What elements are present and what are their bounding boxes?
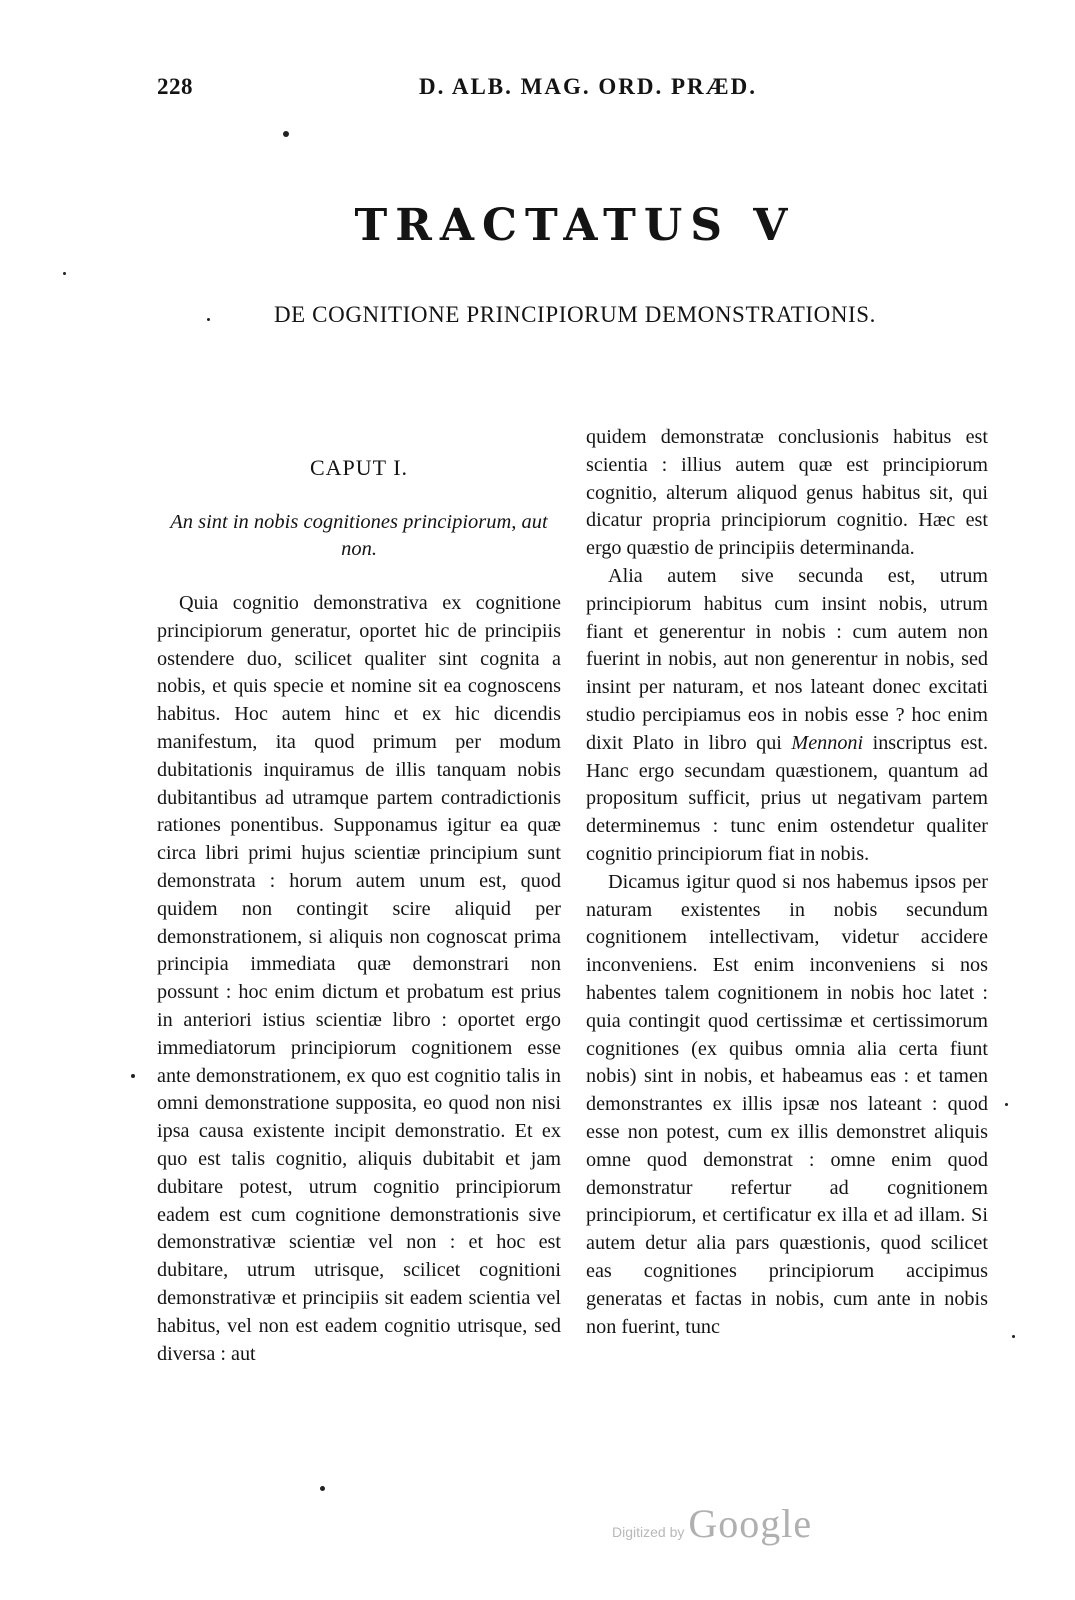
right-paragraph-3: Dicamus igitur quod si nos habemus ipsos per naturam existentes in nobis secundum cognitionem intellectivam, videtur accidere inconveniens. Est enim inconveniens si nos habentes talem cognitionem in nobis hoc latet : quia contingit quod certissimæ et certissimorum cognitiones (ex quibus omnia alia certa fiunt nobis) sint in nobis, et habeamus eas : et tamen demonstrantes ex illis ipsæ nos lateant : quod esse non potest, cum ex illis demonstret aliquis omne quod demonstrat : omne enim quod demonstratur refertur ad cognitionem principiorum, et certificatur ex illa et ad illam. Si autem detur alia pars quæstionis, quod scilicet eas cognitiones principiorum accipimus generatas et factas in nobis, cum ante in nobis non fuerint, tunc	[586, 870, 988, 1338]
ink-speck	[320, 1486, 325, 1491]
google-logo: Google	[688, 1501, 813, 1546]
tractatus-subtitle: DE COGNITIONE PRINCIPIORUM DEMONSTRATIONIS.	[273, 302, 877, 327]
work-title-mennoni: Mennoni	[791, 731, 864, 754]
right-column	[586, 424, 988, 1341]
right-paragraph-2-text-cont: inscriptus est. Hanc ergo secundam quæstionem, quantum ad propositum sufficit, prius ut negativam partem determinemus : tunc enim ostendetur qualiter cognitio principiorum fiat in nobis.	[586, 731, 989, 865]
running-title: D. ALB. MAG. ORD. PRÆD.	[419, 74, 757, 99]
left-paragraph-1: Quia cognitio demonstrativa ex cognitione principiorum generatur, oportet hic de principiis ostendere duo, scilicet qualiter sint cognita a nobis, et quis specie et nomine sit ea cognoscens habitus. Hoc autem hinc et ex hic dicendis manifestum, ita quod primum per modum dubitationis inquiramus de illis tanquam nobis dubitantibus ad utramque partem contradictionis rationes ponentibus. Supponamus igitur ea quæ circa libri primi hujus scientiæ principium sunt demonstrata : horum autem unum est, quod quidem non contingit scire aliquid per demonstrationem, si aliquis non cognoscat prima principia immediata quæ demonstrari non possunt : hoc enim dictum et probatum est prius in anteriori istius scientiæ libro : oportet ergo immediatorum principiorum cognitionem esse ante demonstrationem, ex quo est cognitio talis in omni demonstratione supposita, eo quod non nisi ipsa causa existente incipit demonstratio. Et ex quo est talis cognitio, aliquis dubitabit et jam dubitare potest, utrum cognitio principiorum eadem est cum cognitione demonstrationis sive demonstrativæ scientiæ vel non : et hoc est dubitare, utrum utrisque, scilicet cognitioni demonstrativæ et principiis sit eadem scientia vel habitus, vel non est eadem cognitio utrisque, sed diversa : aut	[157, 592, 561, 1365]
ink-speck	[283, 131, 289, 137]
ink-speck	[207, 318, 210, 321]
ink-speck	[131, 1074, 135, 1078]
page-number: 228	[157, 74, 193, 99]
ink-speck	[1005, 1103, 1008, 1106]
running-head	[157, 74, 917, 108]
ink-speck	[1012, 1335, 1015, 1338]
chapter-question: An sint in nobis cognitiones principiorum, aut non.	[170, 511, 548, 560]
right-paragraph-1: quidem demonstratæ conclusionis habitus est scientia : illius autem quæ est principiorum cognitio, alterum aliquod genus habitus sit, qui dicatur propria principiorum cognitio. Hæc est ergo quæstio de principiis determinanda.	[586, 426, 988, 560]
chapter-label: CAPUT I.	[309, 455, 409, 480]
right-paragraph-2-text: Alia autem sive secunda est, utrum principiorum habitus cum insint nobis, utrum fiant et generentur in nobis : cum autem non fuerint in nobis, aut non generentur in nobis, sed insint per naturam, et nos lateant donec excitati studio percipiamus eos in nobis esse ? hoc enim dixit Plato in libro qui	[586, 564, 988, 754]
tractatus-title: TRACTATUS V	[354, 200, 796, 251]
digitized-by-watermark	[612, 1500, 812, 1552]
left-column	[157, 590, 561, 1368]
digitized-by-label: Digitized by	[612, 1524, 685, 1540]
ink-speck	[63, 272, 66, 275]
right-paragraph-2	[586, 563, 988, 869]
